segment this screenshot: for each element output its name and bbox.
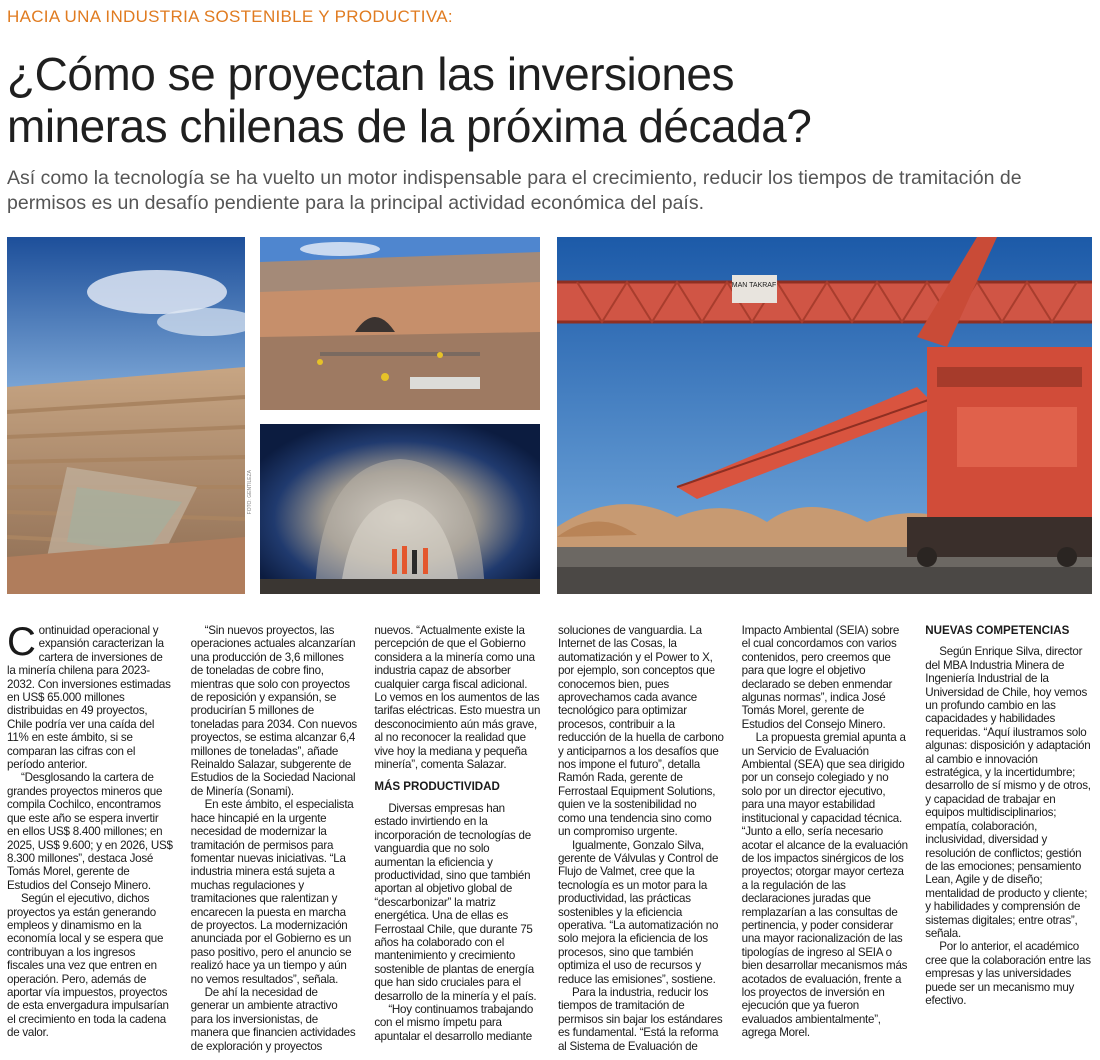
subheading-nuevas-competencias: NUEVAS COMPETENCIAS	[925, 624, 1070, 637]
reclaimer-sign: MAN TAKRAF	[731, 282, 777, 289]
headline-line-1: ¿Cómo se proyectan las inversiones	[7, 48, 734, 100]
body-paragraph: Según el ejecutivo, dichos proyectos ya están generando empleos y dinamismo en la economía local y se espera que contribuyan a los ingresos fiscales una vez que entren en operación. Pero, además de aportar vía impuestos, proyectos de esta envergadura impulsarían el crecimiento en toda la cadena de valor.	[7, 892, 169, 1040]
body-paragraph: La propuesta gremial apunta a un Servicio de Evaluación Ambiental (SEA) que sea dirigido por un consejo colegiado y no solo por un director ejecutivo, para una mayor estabilidad institucional y capacidad técnica. “Junto a ello, sería necesario acotar el alcance de la evaluación de los impactos sinérgicos de los proyectos; otorgar mayor certeza a la regulación de las declaraciones juradas que remplazarían a las consultas de pertinencia, y poder considerar una mayor racionalización de las tipologías de ingreso al SEIA o bien desarrollar mecanismos más acotados de evaluación, frente a los proyectos de inversión en ejecución que ya fueron evaluados ambientalmente”, agrega Morel.	[741, 731, 908, 1040]
photo-credit: FOTO: GENTILEZA	[247, 470, 253, 515]
body-paragraph: Igualmente, Gonzalo Silva, gerente de Válvulas y Control de Flujo de Valmet, cree que la tecnología es un motor para la productividad, las prácticas sostenibles y la eficiencia operativa. “La automatización no solo mejora la eficiencia de los procesos, sino que también optimiza el uso de recursos y reduce las emisiones”, sostiene.	[557, 838, 719, 986]
body-paragraph: “Sin nuevos proyectos, las operaciones actuales alcanzarían una producción de 3,6 millones de toneladas de cobre fino, mientras que solo con proyectos de reposición y expansión, se producirían 5 millones de toneladas para 2034. Con nuevos proyectos, se estima alcanzar 6,4 millones de toneladas”, añade Reinaldo Salazar, subgerente de Estudios de la Sociedad Nacional de Minería (Sonami).	[190, 624, 357, 798]
deck-subtitle: Así como la tecnología se ha vuelto un motor indispensable para el crecimiento, reducir los tiempos de tramitación de permisos es un desafío pendiente para la principal actividad económica del país.	[7, 167, 1022, 214]
article-body	[7, 620, 1092, 1054]
underground-tunnel-photo	[260, 424, 540, 594]
headline-line-2: mineras chilenas de la próxima década?	[7, 100, 812, 152]
body-paragraph: Diversas empresas han estado invirtiendo en la incorporación de tecnologías de vanguardia que no solo aumentan la eficiencia y productividad, sino que también aportan al objetivo global de “descarbonizar” la matriz energética. Una de ellas es Ferrostaal Chile, que durante 75 años ha colaborado con el mantenimiento y crecimiento sostenible de plantas de energía que han sido cruciales para el desarrollo de la minería y el país.	[374, 801, 537, 1003]
mine-construction-site-photo	[260, 237, 540, 410]
body-paragraph: “Desglosando la cartera de grandes proyectos mineros que compila Cochilco, encontramos que este año se espera invertir en ellos US$ 8.400 millones; en 2025, US$ 9.600; y en 2026, US$ 8.300 millones”, destaca José Tomás Morel, gerente de Estudios del Consejo Minero.	[7, 771, 173, 892]
body-paragraph: Por lo anterior, el académico cree que la colaboración entre las empresas y las universidades puede ser un mecanismo muy efectivo.	[925, 940, 1091, 1007]
stacker-reclaimer-photo	[557, 237, 1092, 594]
body-paragraph: En este ámbito, el especialista hace hincapié en la urgente necesidad de modernizar la tramitación de permisos para fomentar nuevas iniciativas. “La industria minera está sujeta a muchas regulaciones y tramitaciones que ralentizan y encarecen la puesta en marcha de proyectos. La modernización anunciada por el Gobierno es un paso positivo, pero el anuncio se realizó hace ya un tiempo y aún no vemos resultados”, señala.	[190, 798, 354, 986]
subheading-mas-productividad: MÁS PRODUCTIVIDAD	[374, 780, 500, 794]
section-kicker: HACIA UNA INDUSTRIA SOSTENIBLE Y PRODUCTIVA:	[7, 7, 453, 26]
body-paragraph: Según Enrique Silva, director del MBA Industria Minera de Ingeniería Industrial de la Universidad de Chile, hoy vemos un profundo cambio en las capacidades y habilidades requeridas. “Aquí ilustramos solo algunas: disposición y adaptación al cambio e innovación estratégica, y la incertidumbre; desarrollo de sí mismo y de otros, y capacidad de trabajar en equipos multidisciplinarios; empatía, colaboración, inclusividad, diversidad y resolución de conflictos; gestión de las emociones; pensamiento Lean, Agile y de diseño; mentalidad de producto y cliente; y habilidades y comprensión de sistemas digitales; entre otras”, señala.	[925, 645, 1091, 940]
headline	[7, 48, 1087, 152]
body-paragraph: Para la industria, reducir los tiempos de tramitación de permisos sin bajar los estándares es fundamental. “Está la reforma al Sistema de Evaluación de Impacto Ambiental (SEIA) sobre el cual concordamos con varios contenidos, pero creemos que para que logre el objetivo declarado se deben enmendar algunas normas”, indica José Tomás Morel, gerente de Estudios del Consejo Minero.	[557, 624, 900, 1053]
body-paragraph: “Hoy continuamos trabajando con el mismo ímpetu para apuntalar el desarrollo mediante soluciones de vanguardia. La Internet de las Cosas, la automatización y el Power to X, por ejemplo, son conceptos que conocemos bien, pues aprovechamos cada avance tecnológico para optimizar procesos, contribuir a la reducción de la huella de carbono y anticiparnos a los desafíos que nos impone el futuro”, detalla Ramón Rada, gerente de Ferrostaal Equipment Solutions, quien ve la sostenibilidad no como una tendencia sino como un compromiso urgente.	[374, 624, 724, 1043]
body-paragraph: De ahí la necesidad de generar un ambiente atractivo para los inversionistas, de manera que financien actividades de exploración y proyectos nuevos. “Actualmente existe la percepción de que el Gobierno considera a la minería como una industria capaz de absorber cualquier carga fiscal adicional. Lo vemos en los aumentos de las tarifas eléctricas. Esto muestra un desconocimiento aún más grave, al no reconocer la realidad que vive hoy la mediana y pequeña minería”, comenta Salazar.	[190, 624, 541, 1053]
body-paragraph: Continuidad operacional y expansión caracterizan la cartera de inversiones de la minería chilena para 2023-2032. Con inversiones estimadas en US$ 65.000 millones distribuidas en 49 proyectos, Chile podría ver una caída del 11% en este ámbito, si se comparan las cifras con el período anterior.	[7, 620, 171, 772]
open-pit-mine-photo	[7, 237, 245, 594]
